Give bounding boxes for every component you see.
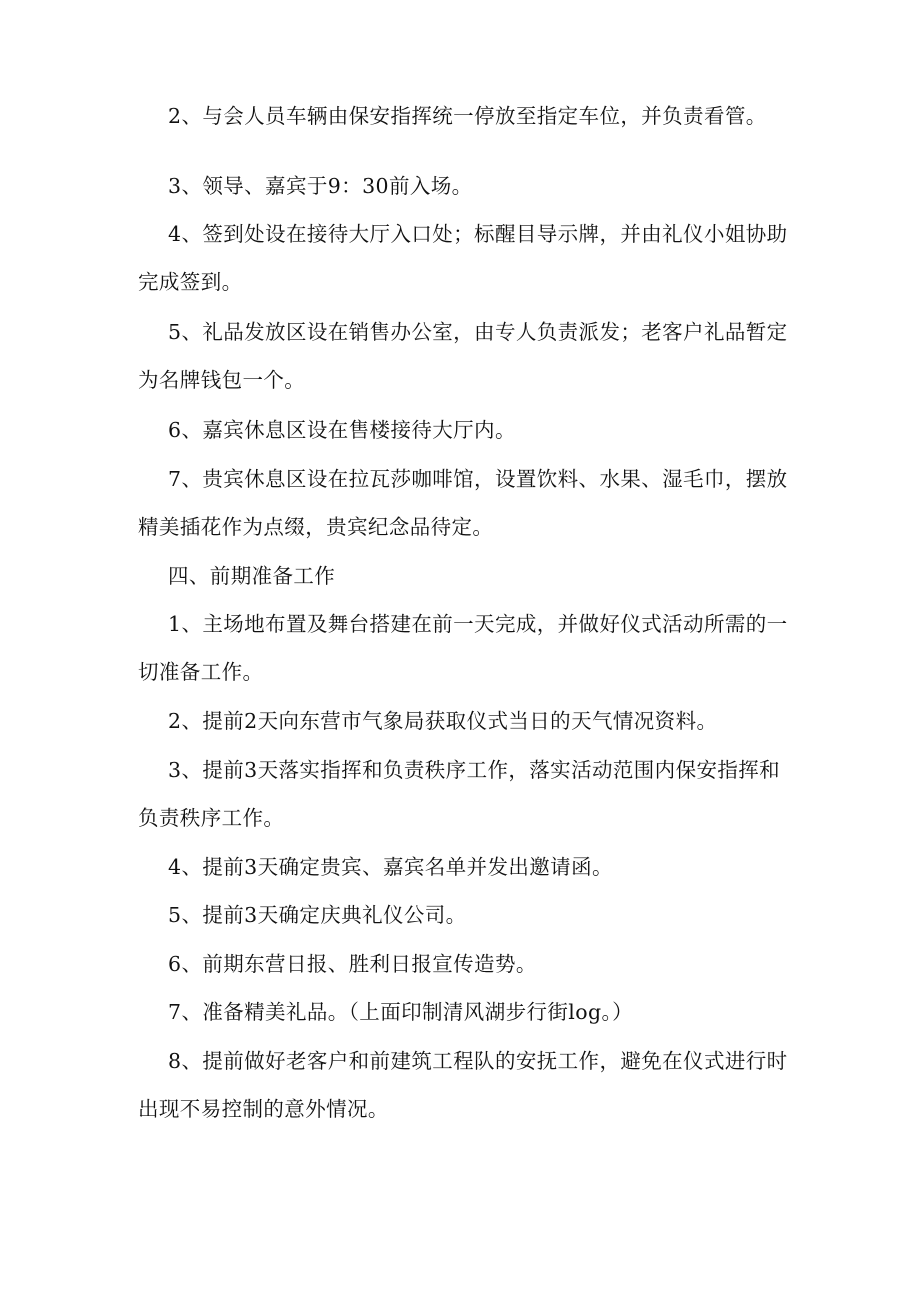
paragraph-gift-area: 5、礼品发放区设在销售办公室，由专人负责派发；老客户礼品暂定为名牌钱包一个。: [138, 320, 788, 392]
paragraph-customer-relations: 8、提前做好老客户和前建筑工程队的安抚工作，避免在仪式进行时出现不易控制的意外情况。: [138, 1049, 788, 1121]
paragraph-gifts: 7、准备精美礼品。（上面印制清风湖步行街log。）: [168, 1000, 634, 1024]
paragraph-guest-lounge: 6、嘉宾休息区设在售楼接待大厅内。: [168, 418, 516, 442]
paragraph-invitations: 4、提前3天确定贵宾、嘉宾名单并发出邀请函。: [168, 855, 613, 879]
paragraph-etiquette-company: 5、提前3天确定庆典礼仪公司。: [168, 903, 467, 927]
paragraph-vip-lounge: 7、贵宾休息区设在拉瓦莎咖啡馆，设置饮料、水果、湿毛巾，摆放精美插花作为点缀，贵宾纪念品待定。: [138, 467, 788, 539]
paragraph-publicity: 6、前期东营日报、胜利日报宣传造势。: [168, 952, 537, 976]
paragraph-stage-setup: 1、主场地布置及舞台搭建在前一天完成，并做好仪式活动所需的一切准备工作。: [138, 612, 788, 684]
paragraph-weather: 2、提前2天向东营市气象局获取仪式当日的天气情况资料。: [168, 709, 718, 733]
paragraph-security: 3、提前3天落实指挥和负责秩序工作，落实活动范围内保安指挥和负责秩序工作。: [138, 758, 781, 830]
section-heading-preparation: 四、前期准备工作: [168, 564, 336, 588]
paragraph-entry-time: 3、领导、嘉宾于9：30前入场。: [168, 174, 473, 198]
paragraph-sign-in: 4、签到处设在接待大厅入口处；标醒目导示牌，并由礼仪小姐协助完成签到。: [138, 222, 788, 294]
paragraph-vehicle-parking: 2、与会人员车辆由保安指挥统一停放至指定车位，并负责看管。: [168, 104, 767, 128]
